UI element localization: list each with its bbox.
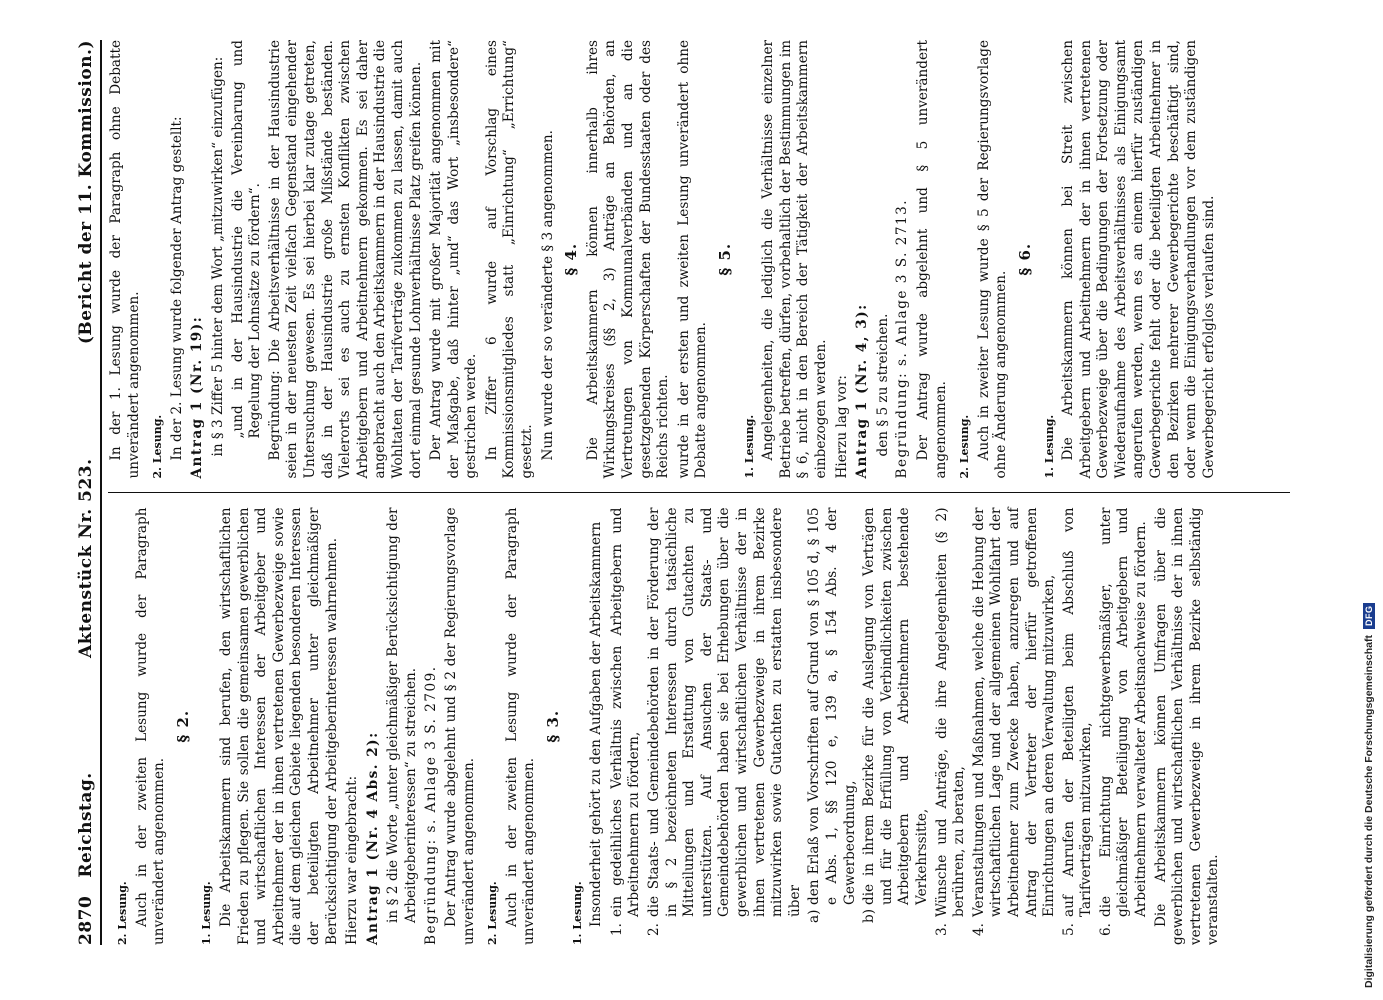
right-column bbox=[108, 40, 1290, 493]
paragraph: Hierzu lag vor: bbox=[833, 375, 850, 479]
motion-text: in § 2 die Worte „unter gleichmäßiger Berücksichtigung der Arbeitgeberinteressen“ zu streichen. bbox=[385, 507, 419, 923]
justification: Begründung: Die Arbeitsverhältnisse in der Hausindustrie seien in der neuesten Zeit vielfach Gegenstand eingehender Untersuchung gewesen. Es sei hierbei klar zutage getreten, daß in der Hausindustrie große Mißstände beständen. Vielerorts sei es auch zu ernsten Konflikten zwischen Arbeitgebern und Arbeitnehmern gekommen. Es sei daher angebracht auch den Arbeitskammern in der Hausindustrie die Wohltaten der Tarifverträge zukommen zu lassen, damit auch dort einmal gesunde Lohnverhältnisse Platz greifen können. bbox=[266, 40, 424, 479]
list-item: 3. Wünsche und Anträge, die ihre Angelegenheiten (§ 2) berühren, zu beraten, bbox=[933, 507, 968, 936]
paragraph: Die Arbeitskammern können bei Streit zwischen Arbeitgebern und Arbeitnehmern der in ihnen vertretenen Gewerbezweige über die Bedingungen der Fortsetzung oder Wiederaufnahme des Arbeitsverhältnisses als Einigungsamt angerufen werden, wenn es an einem hierfür zuständigen Gewerbegerichte fehlt oder die beteiligten Arbeitnehmer in den Bezirken mehrerer Gewerbegerichte beschäftigt sind, oder wenn die Einigungsverhandlungen vor dem zuständigen Gewerbegericht erfolglos verlaufen sind. bbox=[1060, 40, 1217, 479]
motion-title: Antrag 1 (Nr. 4, 3): bbox=[854, 303, 871, 479]
reading-label: 2. Lesung. bbox=[151, 414, 165, 479]
paragraph: Der Antrag wurde abgelehnt und § 2 der Regierungsvorlage unverändert angenommen. bbox=[443, 507, 477, 945]
reading-label: 1. Lesung. bbox=[742, 414, 756, 479]
reading-label: 1. Lesung. bbox=[1042, 414, 1056, 479]
page-header bbox=[62, 40, 102, 945]
paragraph: Nun wurde der so veränderte § 3 angenommen. bbox=[539, 130, 556, 461]
header-center-title: Aktenstück Nr. 523. bbox=[76, 458, 96, 658]
section-heading: § 6. bbox=[1015, 242, 1034, 276]
reading-label: 2. Lesung. bbox=[116, 881, 129, 945]
dfg-logo: DFG bbox=[1363, 603, 1375, 630]
list-item: 5. auf Anrufen der Beteiligten beim Abschluß von Tarifverträgen mitzuwirken, bbox=[1060, 507, 1095, 936]
reading-label: 1. Lesung. bbox=[200, 881, 214, 945]
sub-list-item: a) den Erlaß von Vorschriften auf Grund von § 105 d, § 105 e Abs. 1, §§ 120 e, 139 a, § 154 Abs. 4 der Gewerbeordnung, bbox=[806, 507, 858, 923]
motion-title: Antrag 1 (Nr. 19): bbox=[189, 315, 206, 479]
page-number: 2870 bbox=[76, 895, 96, 945]
motion-quote: „und in der Hausindustrie die Vereinbarung und Regelung der Lohnsätze zu fördern“. bbox=[229, 40, 264, 439]
list-item: 2. die Staats- und Gemeindebehörden in der Förderung der in § 2 bezeichneten Interessen durch tatsächliche Mitteilungen und Erstattung von Gutachten zu unterstützen. Auf Ansuchen der Staats- und Gemeindebehörden haben sie bei Erhebungen über die gewerblichen und wirtschaftlichen Verhältnisse der in ihnen vertretenen Gewerbezweige in ihrem Bezirke mitzuwirken sowie Gutachten zu erstatten insbesondere über bbox=[646, 507, 803, 936]
list-item: 6. die Einrichtung nichtgewerbsmäßiger, unter gleichmäßiger Beteiligung von Arbeitgebern und Arbeitnehmern verwalteter Arbeitsnachweise zu fördern. bbox=[1097, 507, 1150, 936]
paragraph: Auch in der zweiten Lesung wurde der Paragraph unverändert angenommen. bbox=[133, 507, 168, 945]
text-columns bbox=[108, 40, 1290, 945]
header-left-title: Reichstag. bbox=[76, 772, 96, 878]
paragraph: Die Arbeitskammern können innerhalb ihres Wirkungskreises (§§ 2, 3) Anträge an Behörden, an Vertretungen von Kommunalverbänden und an die gesetzgebenden Körperschaften der Bundesstaaten oder des Reichs richten. bbox=[584, 40, 672, 479]
motion-text: den § 5 zu streichen. bbox=[874, 313, 891, 457]
digitization-credit bbox=[1358, 12, 1380, 988]
section-heading: § 5. bbox=[716, 242, 734, 276]
paragraph: In der 1. Lesung wurde der Paragraph ohne Debatte unverändert angenommen. bbox=[108, 40, 142, 479]
paragraph: Insonderheit gehört zu den Aufgaben der Arbeitskammern bbox=[588, 521, 605, 927]
paragraph: In der 2. Lesung wurde folgender Antrag gestellt: bbox=[168, 116, 185, 461]
list-item: 4. Veranstaltungen und Maßnahmen, welche die Hebung der wirtschaftlichen Lage und der allgemeinen Wohlfahrt der Arbeitnehmer zum Zwecke haben, anzuregen und auf Antrag der Vertreter der hierfür getroffenen Einrichtungen an deren Verwaltung mitzuwirken, bbox=[970, 507, 1058, 936]
sub-list-item: b) die in ihrem Bezirke für die Auslegung von Verträgen und für die Erfüllung von Verbindlichkeiten zwischen Arbeitgebern und Arbeitnehmern bestehende Verkehrssitte, bbox=[861, 507, 930, 923]
list-item: 1. ein gedeihliches Verhältnis zwischen Arbeitgebern und Arbeitnehmern zu fördern, bbox=[608, 507, 643, 936]
justification: Begründung: s. Anlage 3 S. 2709. bbox=[422, 665, 439, 945]
justification: Begründung: s. Anlage 3 S. 2713. bbox=[894, 198, 911, 479]
paragraph: Die Arbeitskammern sind berufen, den wirtschaftlichen Frieden zu pflegen. Sie sollen die gemeinsamen gewerblichen und wirtschaftlichen Interessen der Arbeitgeber und Arbeitnehmer der in ihnen vertretenen Gewerbezweige sowie die auf dem gleichen Gebiete liegenden besonderen Interessen der beteiligten Arbeitnehmer unter gleichmäßiger Berücksichtigung der Arbeitgeberinteressen wahrnehmen. bbox=[217, 507, 340, 945]
motion-text: in § 3 Ziffer 5 hinter dem Wort „mitzuwirken“ einzufügen: bbox=[209, 56, 226, 457]
reading-label: 1. Lesung. bbox=[570, 881, 584, 945]
paragraph: In Ziffer 6 wurde auf Vorschlag eines Kommissionsmitgliedes statt „Einrichtung“ „Errichtung“ gesetzt. bbox=[483, 40, 536, 479]
credit-text: Digitalisierung gefördert durch die Deutsche Forschungsgemeinschaft bbox=[1363, 635, 1375, 988]
section-heading: § 4. bbox=[562, 242, 581, 276]
left-column bbox=[108, 493, 1290, 946]
reading-label: 2. Lesung. bbox=[958, 414, 972, 479]
paragraph: Der Antrag wurde mit großer Majorität angenommen mit der Maßgabe, daß hinter „und“ das Wort „insbesondere“ gestrichen werde. bbox=[428, 40, 480, 479]
paragraph: Auch in der zweiten Lesung wurde der Paragraph unverändert angenommen. bbox=[503, 507, 538, 945]
paragraph: Hierzu war eingebracht: bbox=[344, 775, 361, 945]
paragraph: Auch in zweiter Lesung wurde § 5 der Regierungsvorlage ohne Änderung angenommen. bbox=[975, 40, 1010, 479]
paragraph: Die Arbeitskammern können Umfragen über die gewerblichen und wirtschaftlichen Verhältnisse der in ihnen vertretenen Gewerbezweige in ihrem Bezirke selbständig veranstalten. bbox=[1152, 507, 1222, 945]
motion-title: Antrag 1 (Nr. 4 Abs. 2): bbox=[364, 731, 381, 945]
section-heading: § 2. bbox=[173, 709, 192, 743]
section-heading: § 3. bbox=[544, 709, 563, 743]
paragraph: wurde in der ersten und zweiten Lesung unverändert ohne Debatte angenommen. bbox=[675, 40, 710, 479]
paragraph: Angelegenheiten, die lediglich die Verhältnisse einzelner Betriebe betreffen, dürfen, vorbehaltlich der Bestimmungen im § 6, nicht in den Bereich der Tätigkeit der Arbeitskammern einbezogen werden. bbox=[760, 40, 829, 479]
header-right-title: (Bericht der 11. Kommission.) bbox=[76, 40, 96, 345]
reading-label: 2. Lesung. bbox=[486, 881, 500, 945]
paragraph: Der Antrag wurde abgelehnt und § 5 unverändert angenommen. bbox=[914, 40, 949, 479]
